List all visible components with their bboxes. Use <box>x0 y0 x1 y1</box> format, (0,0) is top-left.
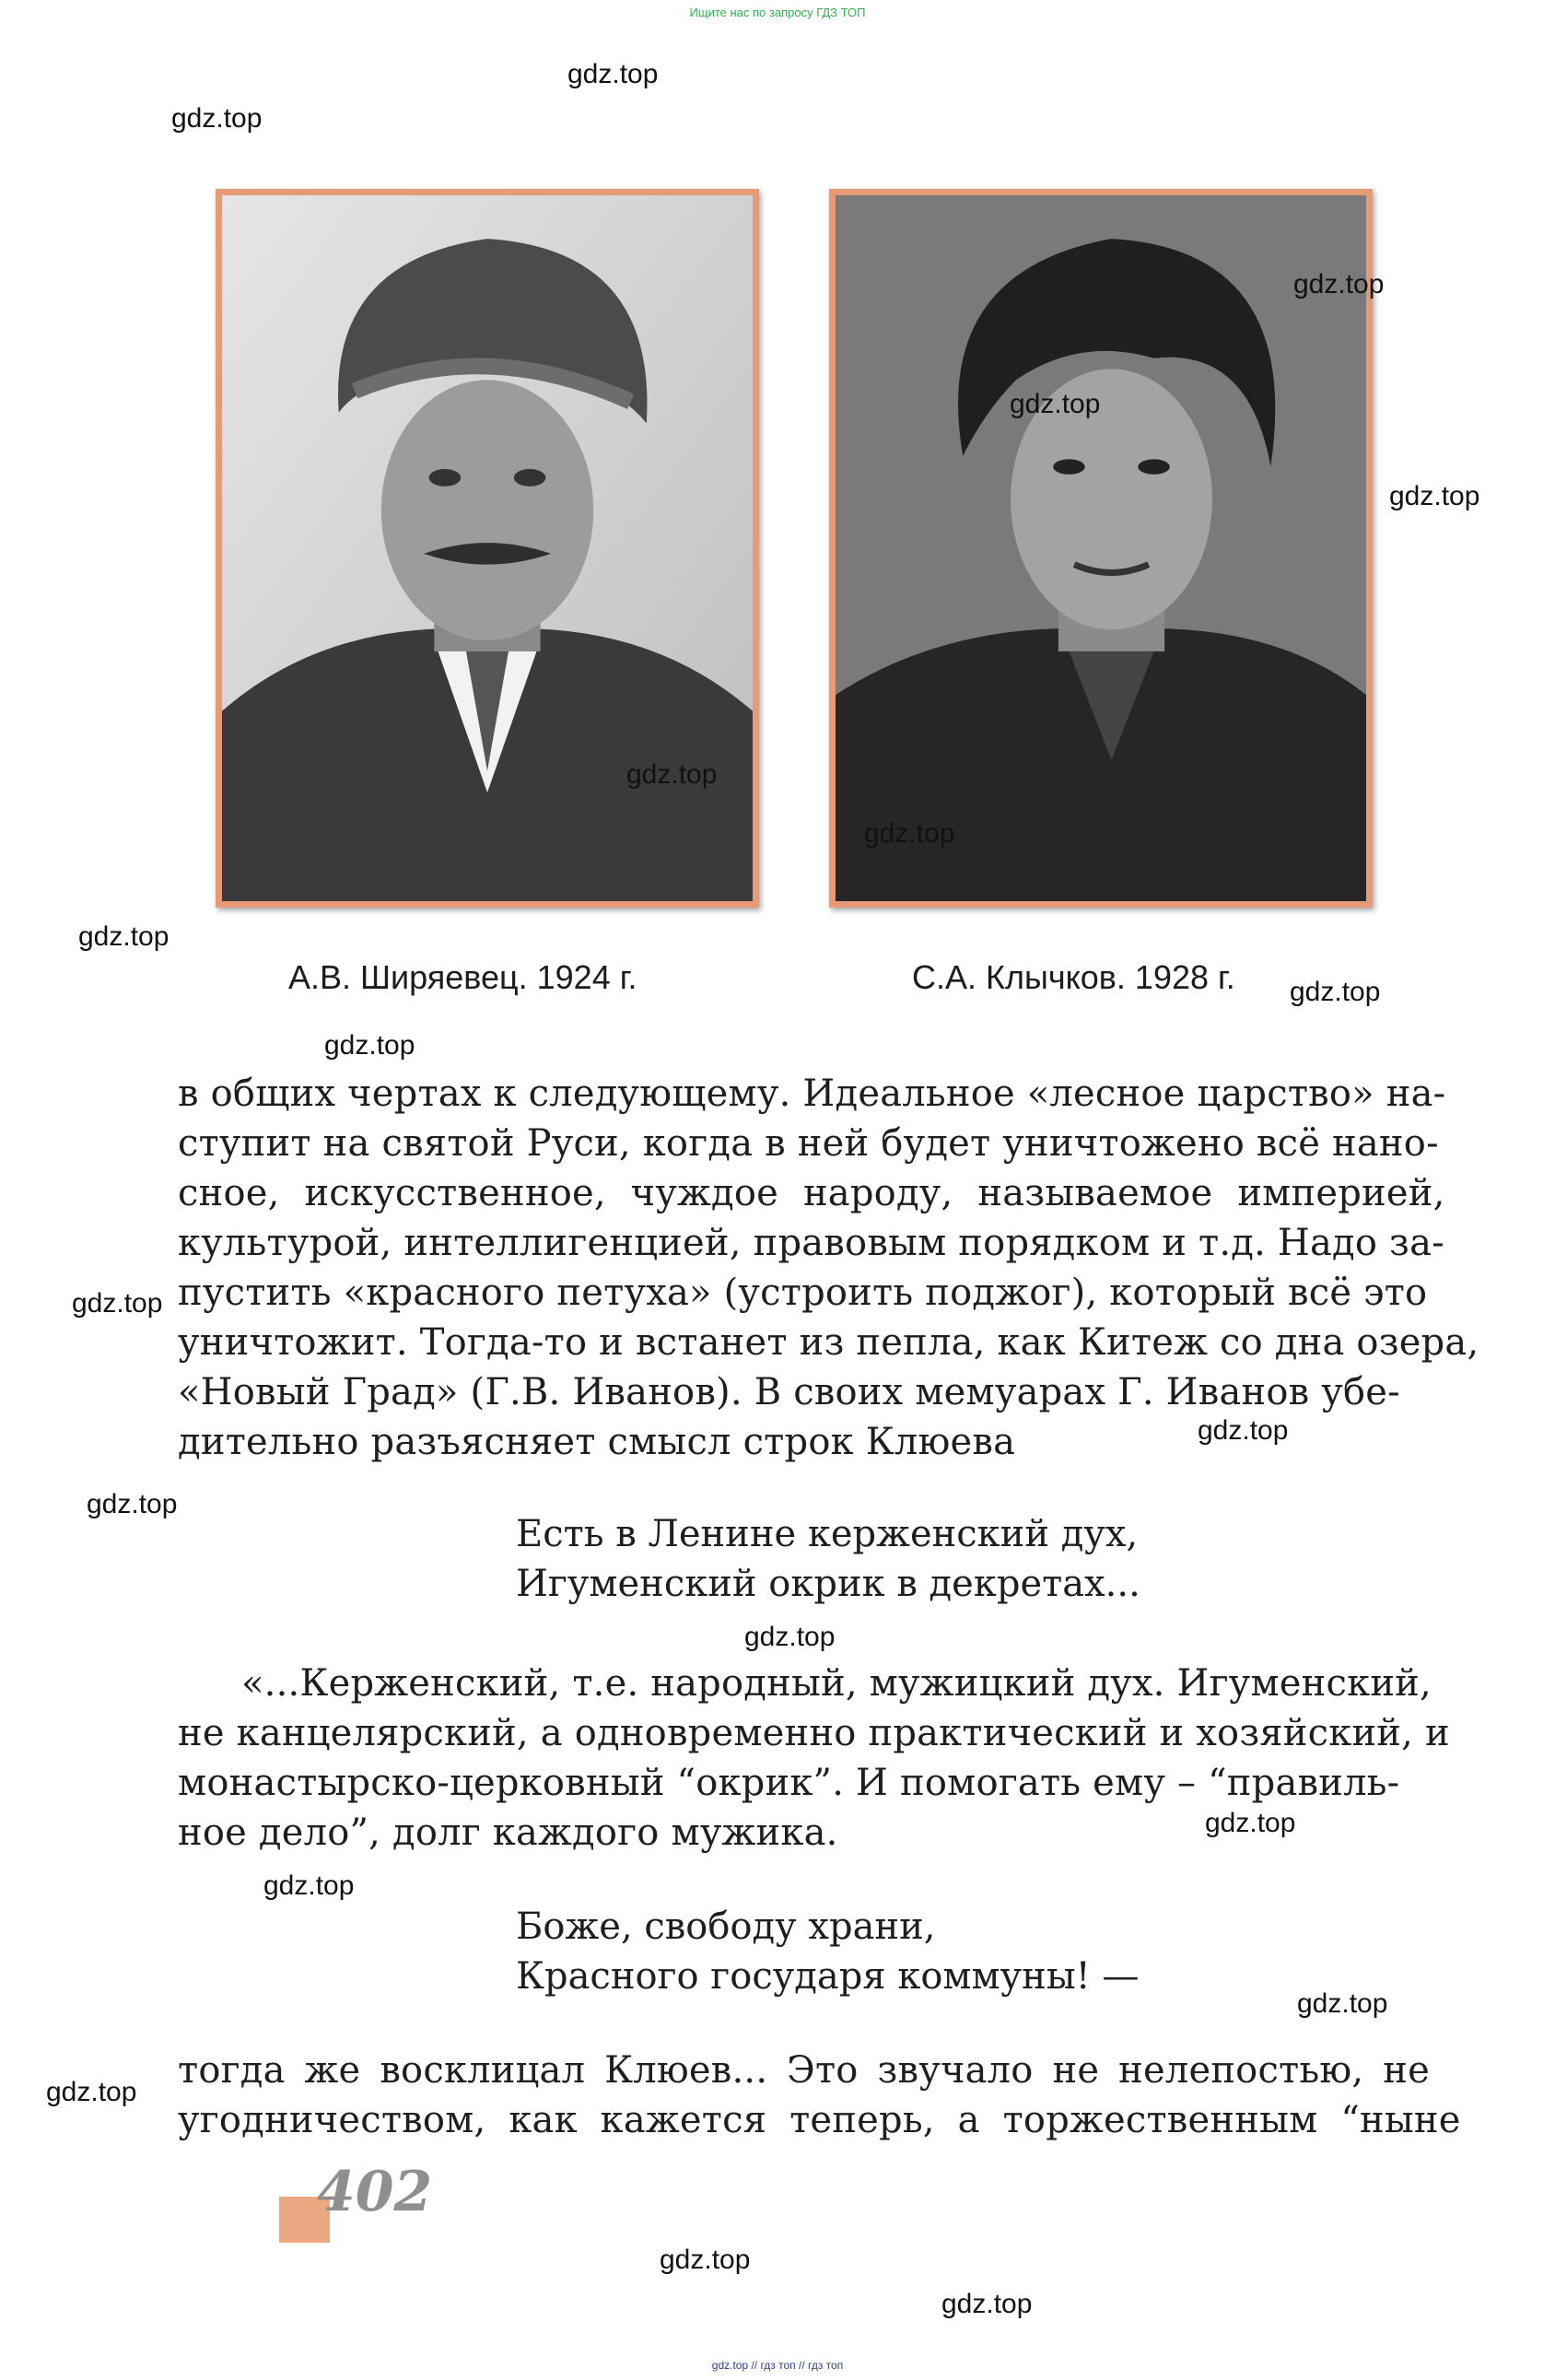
watermark: gdz.top <box>1293 269 1385 299</box>
text-line: «...Керженский, т.е. народный, мужицкий дух. Игуменский, <box>241 1662 1432 1705</box>
watermark: gdz.top <box>626 759 718 790</box>
text-line-content: в общих чертах к следующему. Идеальное «лесное царство» на- <box>178 1073 1446 1115</box>
watermark: gdz.top <box>171 103 263 134</box>
photo-caption-left: А.В. Ширяевец. 1924 г. <box>288 958 637 996</box>
watermark: gdz.top <box>660 2245 751 2275</box>
text-line: сное, искусственное, чуждое народу, называемое империей, <box>178 1172 1445 1214</box>
text-line: пустить «красного петуха» (устроить поджог), который всё это <box>178 1272 1428 1314</box>
watermark: gdz.top <box>46 2077 137 2107</box>
watermark: gdz.top <box>1010 389 1101 419</box>
verse-line: Боже, свободу храни, <box>516 1905 936 1948</box>
watermark: gdz.top <box>864 818 955 849</box>
portrait-photo-klychkov <box>829 189 1373 908</box>
watermark: gdz.top <box>1198 1415 1289 1446</box>
text-line: уничтожит. Тогда-то и встанет из пепла, как Китеж со дна озера, <box>178 1321 1479 1364</box>
watermark: gdz.top <box>744 1622 836 1652</box>
watermark: gdz.top <box>567 59 659 89</box>
watermark: gdz.top <box>324 1030 415 1061</box>
watermark: gdz.top <box>941 2289 1033 2319</box>
text-line: дительно разъясняет смысл строк Клюева <box>178 1421 1016 1463</box>
text-line: культурой, интеллигенцией, правовым порядком и т.д. Надо за- <box>178 1222 1444 1264</box>
text-line: ное дело”, долг каждого мужика. <box>178 1811 838 1854</box>
text-line: угодничеством, как кажется теперь, а торжественным “ныне <box>178 2099 1461 2141</box>
portrait-photo-icon <box>222 195 753 901</box>
portrait-photo-icon <box>836 195 1366 901</box>
watermark: gdz.top <box>1297 1988 1388 2019</box>
header-note: Ищите нас по запросу ГДЗ ТОП <box>689 6 866 19</box>
verse-line: Красного государя коммуны! — <box>516 1955 1140 1998</box>
footer-note: gdz.top // гдз топ // гдз топ <box>711 2359 844 2372</box>
watermark: gdz.top <box>1290 977 1381 1007</box>
page-number: 402 <box>317 2160 433 2224</box>
watermark: gdz.top <box>263 1870 355 1901</box>
text-line: монастырско-церковный “окрик”. И помогать ему – “правиль- <box>178 1762 1400 1804</box>
text-line: ступит на святой Руси, когда в ней будет уничтожено всё нано- <box>178 1122 1439 1165</box>
photo-caption-right: С.А. Клычков. 1928 г. <box>912 958 1235 996</box>
text-line <box>178 1069 1446 1119</box>
verse-line: Есть в Ленине керженский дух, <box>516 1513 1139 1555</box>
watermark: gdz.top <box>1389 481 1480 511</box>
watermark: gdz.top <box>1205 1808 1296 1838</box>
text-line: тогда же восклицал Клюев... Это звучало не нелепостью, не <box>178 2049 1430 2092</box>
watermark: gdz.top <box>72 1288 163 1319</box>
verse-line: Игуменский окрик в декретах... <box>516 1563 1140 1605</box>
text-line: «Новый Град» (Г.В. Иванов). В своих мемуарах Г. Иванов убе- <box>178 1371 1400 1413</box>
watermark: gdz.top <box>78 921 170 952</box>
text-line: не канцелярский, а одновременно практический и хозяйский, и <box>178 1712 1450 1754</box>
watermark: gdz.top <box>87 1489 178 1519</box>
portrait-photo-shiryaevets <box>216 189 759 908</box>
